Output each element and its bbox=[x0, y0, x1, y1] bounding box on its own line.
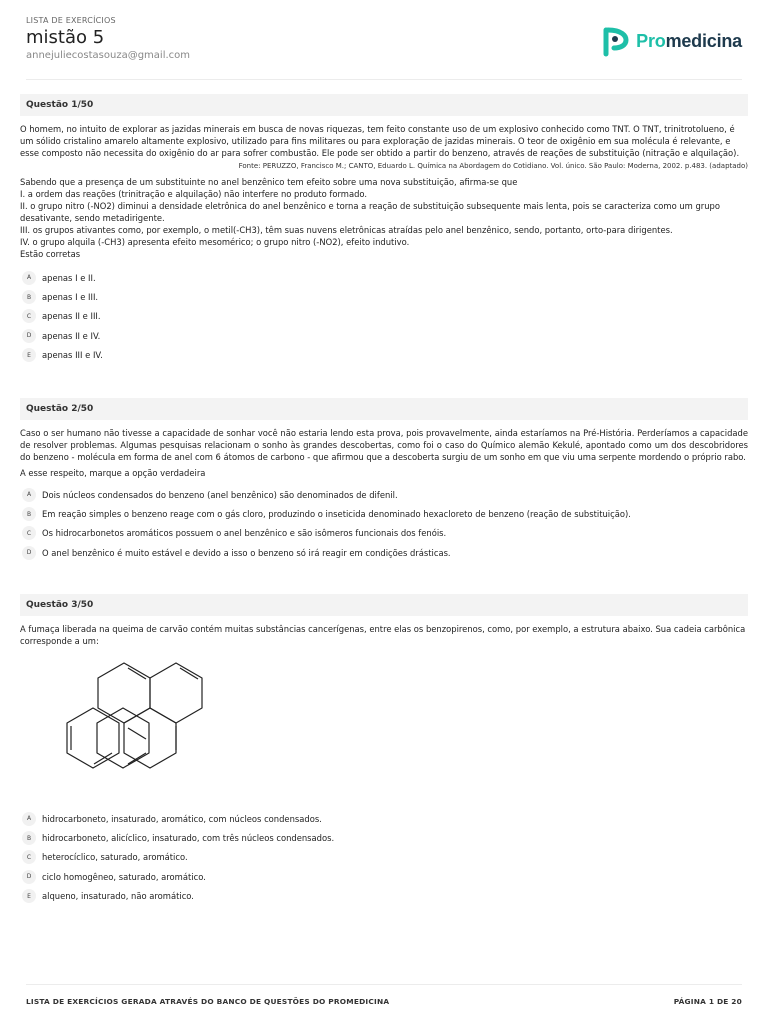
page-header bbox=[26, 16, 742, 80]
question-3 bbox=[20, 594, 748, 906]
question-2-option-a[interactable] bbox=[20, 485, 748, 504]
option-text: hidrocarboneto, alicíclico, insaturado, com três núcleos condensados. bbox=[42, 833, 335, 844]
option-text: apenas II e IV. bbox=[42, 330, 101, 341]
question-1-option-a[interactable] bbox=[20, 268, 748, 287]
question-3-option-c[interactable] bbox=[20, 848, 748, 867]
option-text: ciclo homogêneo, saturado, aromático. bbox=[42, 871, 206, 882]
option-letter: D bbox=[22, 870, 36, 884]
option-letter: B bbox=[22, 290, 36, 304]
list-title: mistão 5 bbox=[26, 27, 105, 48]
question-1-option-e[interactable] bbox=[20, 346, 748, 365]
option-text: apenas II e III. bbox=[42, 311, 101, 322]
option-text: O anel benzênico é muito estável e devido a isso o benzeno só irá reagir em condições drásticas. bbox=[42, 547, 451, 558]
option-text: hidrocarboneto, insaturado, aromático, com núcleos condensados. bbox=[42, 813, 322, 824]
promedicina-wordmark: Promedicina bbox=[636, 30, 742, 51]
option-letter: A bbox=[22, 812, 36, 826]
question-2-options bbox=[20, 485, 748, 563]
question-3-option-d[interactable] bbox=[20, 867, 748, 886]
option-letter: C bbox=[22, 526, 36, 540]
option-text: heterocíclico, saturado, aromático. bbox=[42, 852, 188, 863]
question-1-intro: O homem, no intuito de explorar as jazidas minerais em busca de novas riquezas, tem feito constante uso de um explosivo conhecido como TNT. O TNT, trinitrotolueno, é um sólido cristalino amarelo altamente explosivo, utilizado para fins militares ou para exploração de jazidas minerais. O teor de oxigênio em sua molécula é relevante, e esse composto não necessita do oxigênio do ar para sofrer combustão. Ele pode ser obtido a partir do benzeno, através de reações de substituição (nitração e alquilação). bbox=[20, 124, 740, 158]
option-letter: D bbox=[22, 329, 36, 343]
option-text: apenas I e II. bbox=[42, 272, 96, 283]
option-letter: B bbox=[22, 831, 36, 845]
question-1-statement-1: I. a ordem das reações (trinitração e alquilação) não interfere no produto formado. bbox=[20, 189, 368, 199]
question-3-option-b[interactable] bbox=[20, 828, 748, 847]
question-3-option-a[interactable] bbox=[20, 809, 748, 828]
list-kicker: LISTA DE EXERCÍCIOS bbox=[26, 16, 116, 25]
option-letter: B bbox=[22, 507, 36, 521]
question-1-closing: Estão corretas bbox=[20, 249, 81, 259]
page-number: PÁGINA 1 DE 20 bbox=[673, 997, 742, 1006]
user-email: annejuliecostasouza@gmail.com bbox=[26, 50, 191, 61]
promedicina-logo-icon bbox=[602, 24, 630, 58]
question-1-label: Questão 1/50 bbox=[20, 94, 748, 116]
option-text: alqueno, insaturado, não aromático. bbox=[42, 891, 194, 902]
footer-note: LISTA DE EXERCÍCIOS GERADA ATRAVÉS DO BANCO DE QUESTÕES DO PROMEDICINA bbox=[26, 997, 390, 1006]
question-1-statement-2: II. o grupo nitro (-NO2) diminui a densidade eletrônica do anel benzênico e torna a reação de substituição subsequente mais lenta, pois se caracteriza como um grupo desativante, sendo metadirigente. bbox=[20, 201, 720, 223]
question-3-options bbox=[20, 809, 748, 906]
question-1-source: Fonte: PERUZZO, Francisco M.; CANTO, Eduardo L. Química na Abordagem do Cotidiano. Vol. único. São Paulo: Moderna, 2002. p.483. (adaptado) bbox=[238, 162, 748, 170]
option-text: apenas III e IV. bbox=[42, 350, 103, 361]
question-2-label: Questão 2/50 bbox=[20, 398, 748, 420]
option-letter: E bbox=[22, 348, 36, 362]
option-letter: D bbox=[22, 546, 36, 560]
question-2-option-c[interactable] bbox=[20, 524, 748, 543]
option-text: Em reação simples o benzeno reage com o gás cloro, produzindo o inseticida denominado hexacloreto de benzeno (reação de substituição). bbox=[42, 509, 631, 520]
question-3-label: Questão 3/50 bbox=[20, 594, 748, 616]
question-2-prompt: A esse respeito, marque a opção verdadeira bbox=[20, 468, 206, 478]
benzopyrene-structure-image bbox=[54, 655, 214, 777]
promedicina-logo bbox=[602, 24, 742, 58]
question-1-prompt: Sabendo que a presença de um substituinte no anel benzênico tem efeito sobre uma nova substituição, afirma-se que bbox=[20, 177, 518, 187]
option-letter: A bbox=[22, 271, 36, 285]
question-1-statement-4: IV. o grupo alquila (-CH3) apresenta efeito mesomérico; o grupo nitro (-NO2), efeito indutivo. bbox=[20, 237, 410, 247]
question-1 bbox=[20, 94, 748, 365]
option-letter: C bbox=[22, 850, 36, 864]
page-footer bbox=[26, 984, 742, 1018]
question-1-options bbox=[20, 268, 748, 365]
option-letter: A bbox=[22, 488, 36, 502]
question-1-option-c[interactable] bbox=[20, 307, 748, 326]
option-letter: C bbox=[22, 309, 36, 323]
question-2 bbox=[20, 398, 748, 563]
question-2-option-d[interactable] bbox=[20, 543, 748, 562]
option-text: apenas I e III. bbox=[42, 292, 99, 303]
option-text: Dois núcleos condensados do benzeno (anel benzênico) são denominados de difenil. bbox=[42, 489, 398, 500]
question-2-option-b[interactable] bbox=[20, 504, 748, 523]
question-2-intro: Caso o ser humano não tivesse a capacidade de sonhar você não estaria lendo esta prova, pois provavelmente, ainda estaríamos na Pré-História. Perderíamos a capacidade de resolver problemas. Algumas pesquisas relacionam o sonho às grandes descobertas, como foi o caso do Químico alemão Kekulé, apontado como um dos descobridores do benzeno - molécula em forma de anel com 6 átomos de carbono - que afirmou que a descoberta surgiu de um sonho em que viu uma serpente mordendo o próprio rabo. bbox=[20, 428, 748, 462]
question-1-option-b[interactable] bbox=[20, 287, 748, 306]
option-letter: E bbox=[22, 889, 36, 903]
question-1-statement-3: III. os grupos ativantes como, por exemplo, o metil(-CH3), têm suas nuvens eletrônicas atraídas pelo anel benzênico, sendo, portanto, orto-para dirigentes. bbox=[20, 225, 673, 235]
option-text: Os hidrocarbonetos aromáticos possuem o anel benzênico e são isômeros funcionais dos fenóis. bbox=[42, 528, 447, 539]
question-3-option-e[interactable] bbox=[20, 887, 748, 906]
question-1-option-d[interactable] bbox=[20, 326, 748, 345]
question-3-intro: A fumaça liberada na queima de carvão contém muitas substâncias cancerígenas, entre elas os benzopirenos, como, por exemplo, a estrutura abaixo. Sua cadeia carbônica corresponde a um: bbox=[20, 624, 746, 646]
